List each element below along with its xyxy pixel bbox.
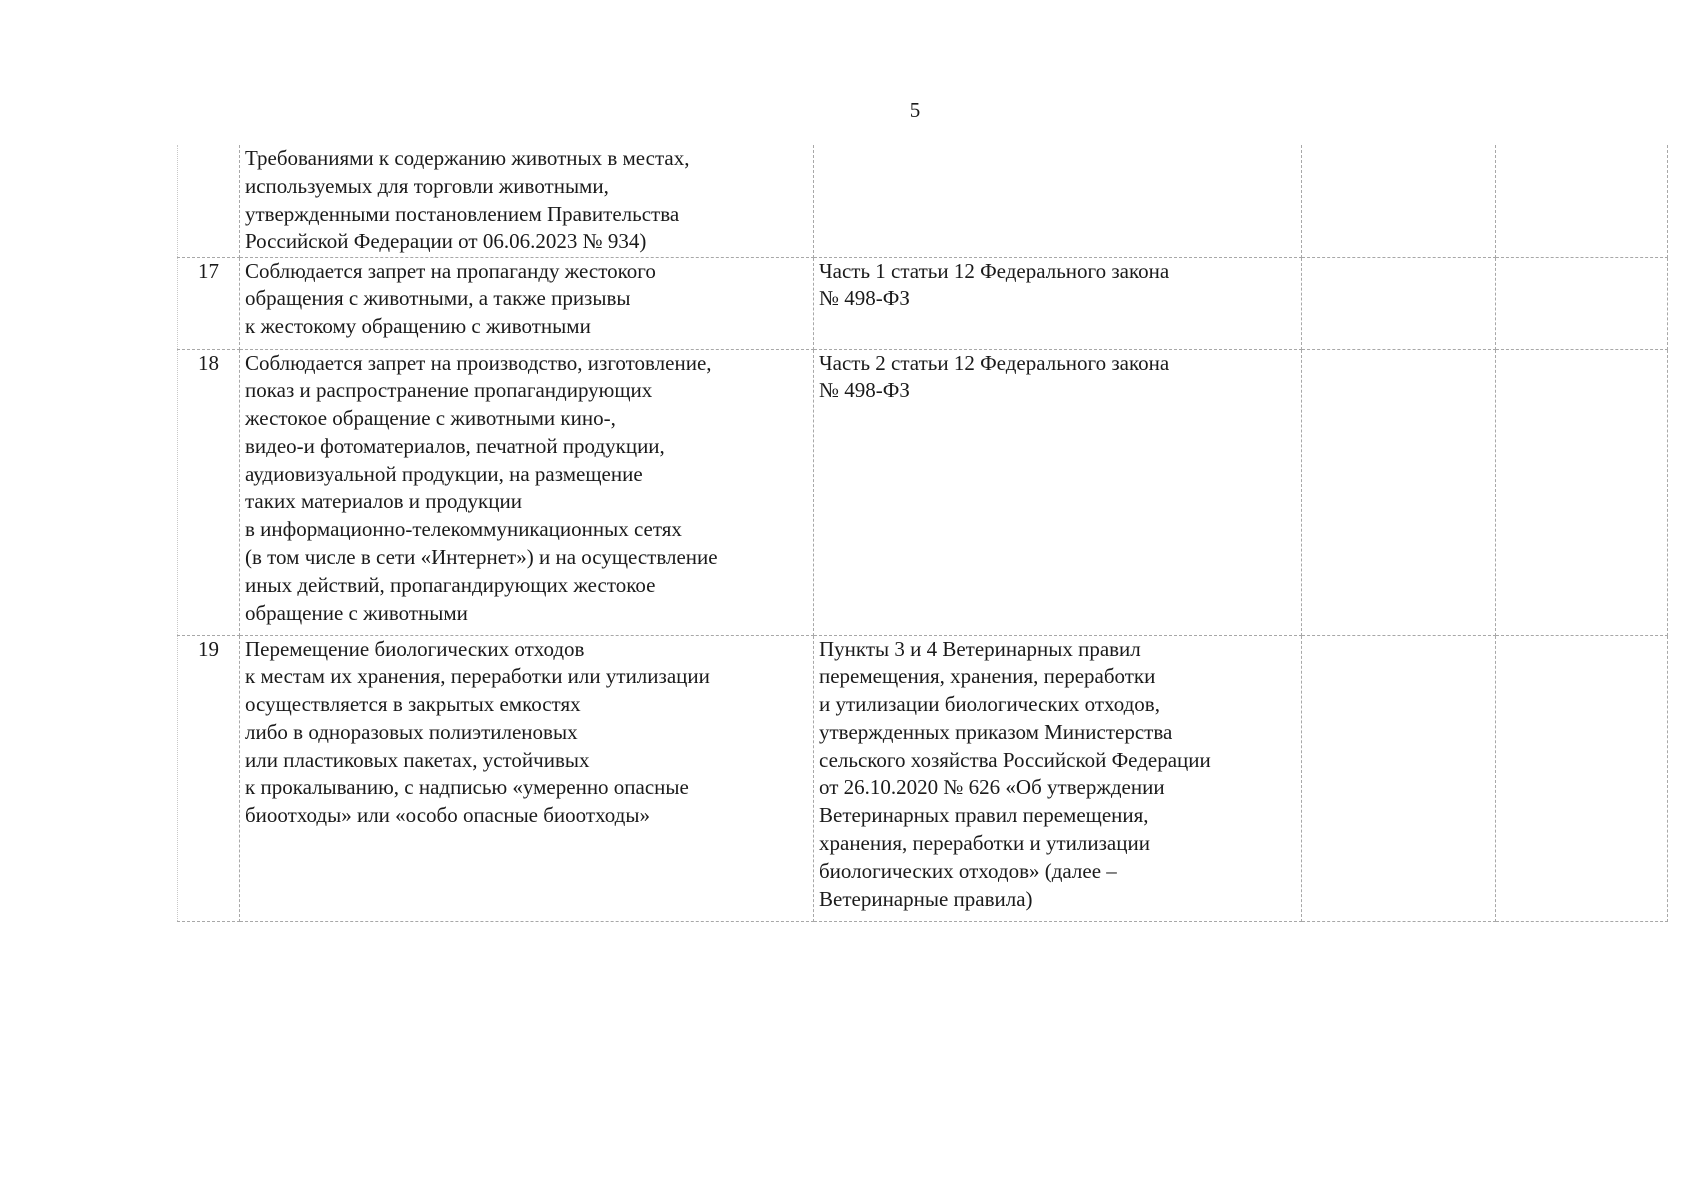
empty-cell (1496, 635, 1668, 921)
legal-reference-cell: Часть 1 статьи 12 Федерального закона № 498-ФЗ (814, 257, 1302, 349)
requirement-cell: Соблюдается запрет на пропаганду жестокого обращения с животными, а также призывы к жестокому обращению с животными (240, 257, 814, 349)
row-number: 19 (178, 635, 240, 921)
row-number: 18 (178, 349, 240, 635)
empty-cell (1302, 635, 1496, 921)
table-row (178, 257, 1668, 349)
row-number: 17 (178, 257, 240, 349)
requirement-cell: Требованиями к содержанию животных в местах, используемых для торговли животными, утвержденными постановлением Правительства Российской Федерации от 06.06.2023 № 934) (240, 145, 814, 257)
requirement-cell: Соблюдается запрет на производство, изготовление, показ и распространение пропагандирующих жестокое обращение с животными кино-, видео-и фотоматериалов, печатной продукции, аудиовизуальной продукции, на размещение таких материалов и продукции в информационно-телекоммуникационных сетях (в том числе в сети «Интернет») и на осуществление иных действий, пропагандирующих жестокое обращение с животными (240, 349, 814, 635)
row-number (178, 145, 240, 257)
page-number: 5 (909, 98, 921, 122)
table-row (178, 635, 1668, 921)
empty-cell (1302, 257, 1496, 349)
table-row (178, 145, 1668, 257)
empty-cell (1496, 349, 1668, 635)
legal-reference-cell: Часть 2 статьи 12 Федерального закона № 498-ФЗ (814, 349, 1302, 635)
empty-cell (1302, 145, 1496, 257)
empty-cell (1496, 257, 1668, 349)
legal-reference-cell: Пункты 3 и 4 Ветеринарных правил перемещения, хранения, переработки и утилизации биологических отходов, утвержденных приказом Министерства сельского хозяйства Российской Федерации от 26.10.2020 № 626 «Об утверждении Ветеринарных правил перемещения, хранения, переработки и утилизации биологических отходов» (далее – Ветеринарные правила) (814, 635, 1302, 921)
empty-cell (1302, 349, 1496, 635)
legal-reference-cell (814, 145, 1302, 257)
requirement-cell: Перемещение биологических отходов к местам их хранения, переработки или утилизации осуществляется в закрытых емкостях либо в одноразовых полиэтиленовых или пластиковых пакетах, устойчивых к прокалыванию, с надписью «умеренно опасные биоотходы» или «особо опасные биоотходы» (240, 635, 814, 921)
empty-cell (1496, 145, 1668, 257)
table-row (178, 349, 1668, 635)
requirements-table (177, 145, 1668, 922)
